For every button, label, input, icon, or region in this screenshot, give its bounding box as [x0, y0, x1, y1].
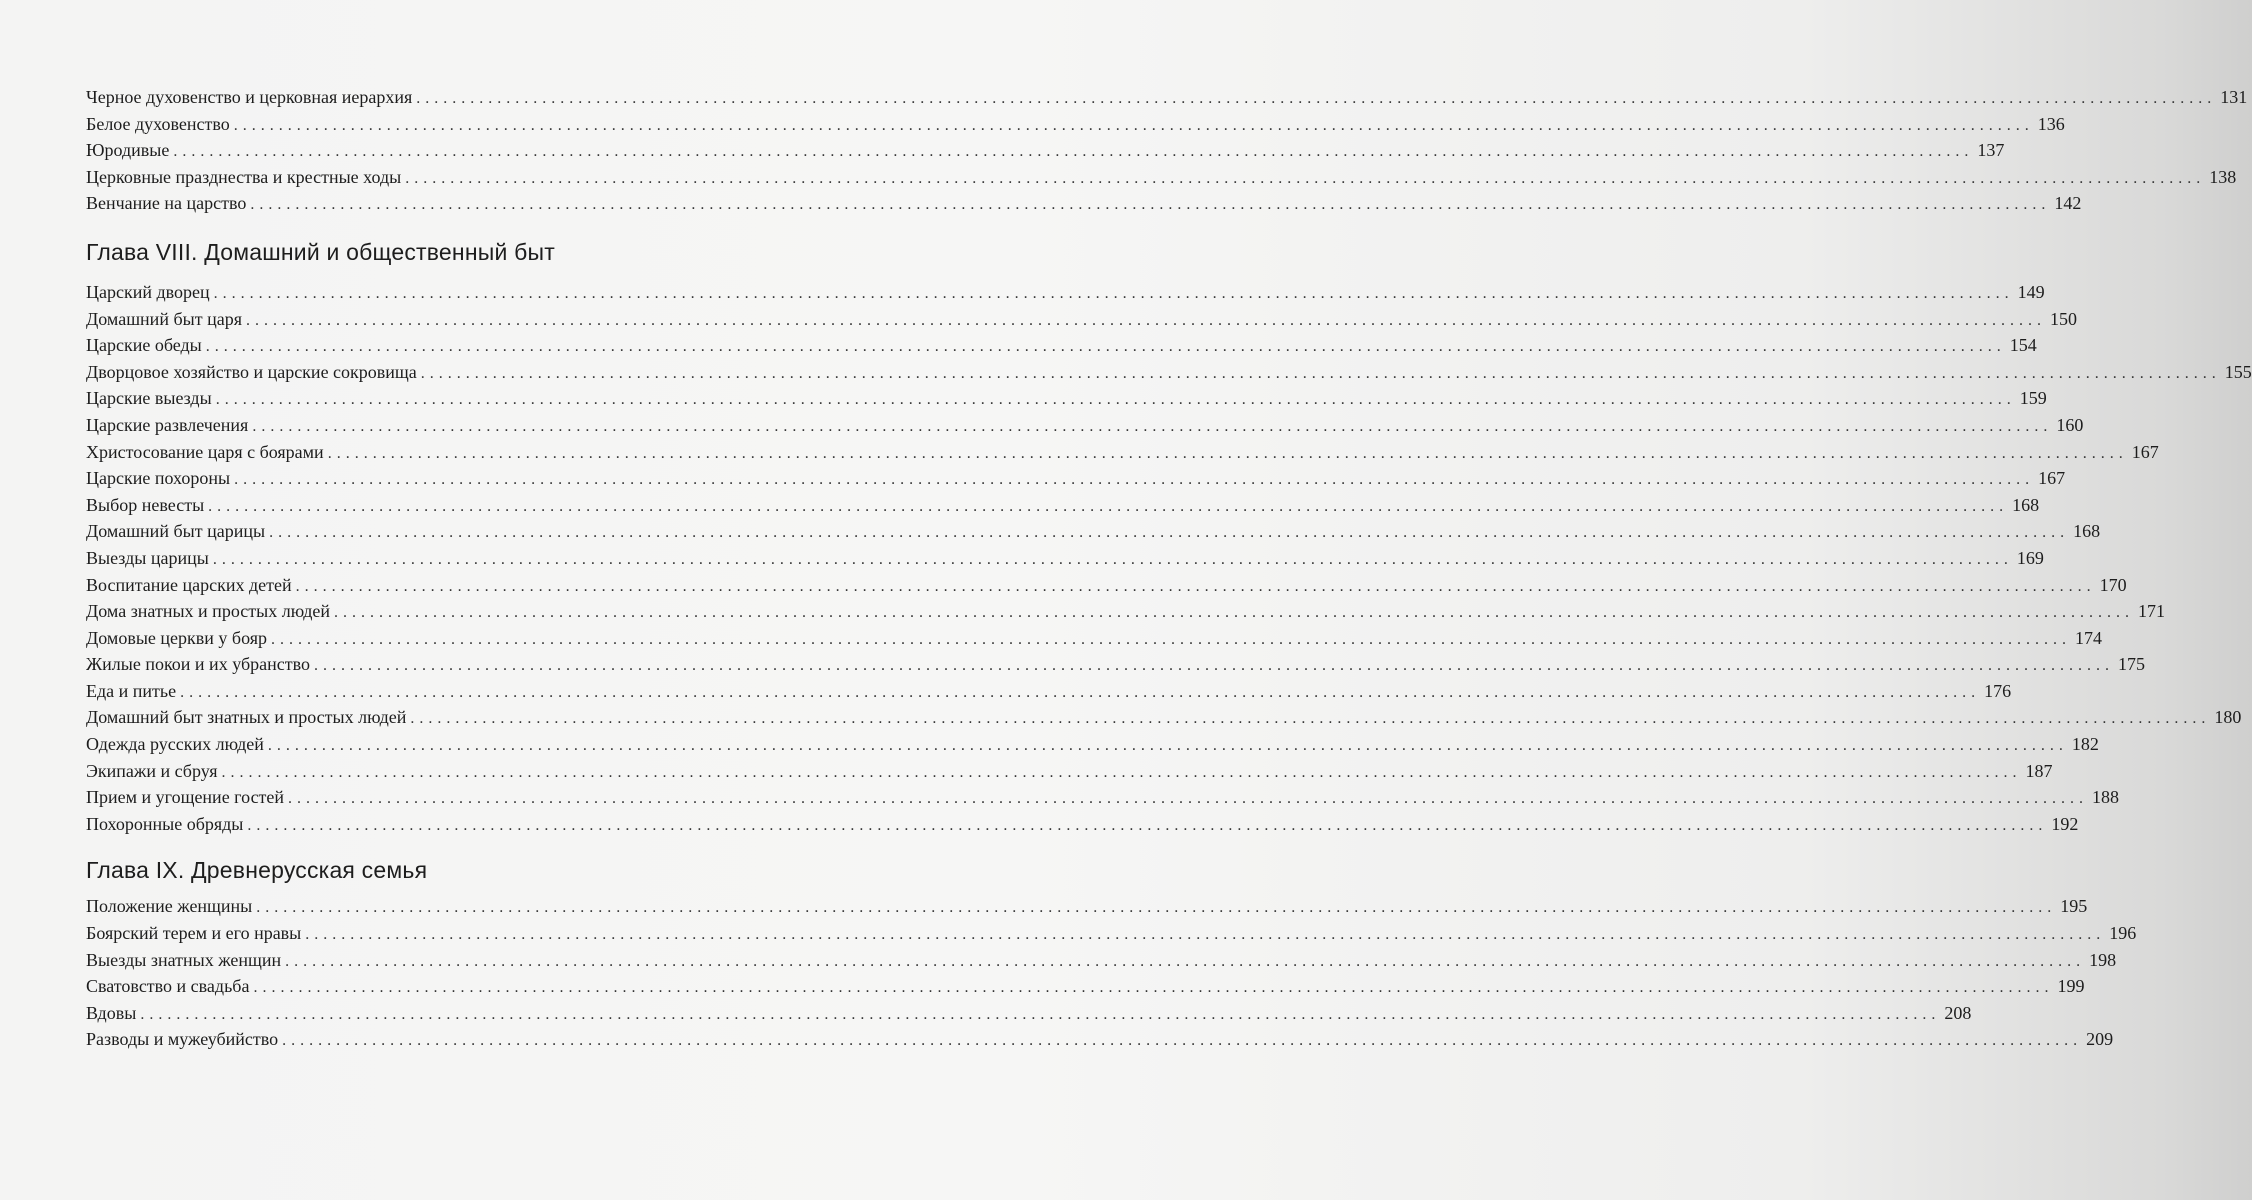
toc-entry-title: Домовые церкви у бояр	[86, 627, 268, 648]
toc-entry-title: Дворцовое хозяйство и царские сокровища	[86, 361, 417, 382]
dot-leader: ........................................................................................................................................................................................................	[256, 899, 2057, 917]
toc-entry-page-number: 160	[2056, 414, 2084, 435]
toc-entry	[86, 111, 2065, 138]
toc-entry-title: Положение женщины	[86, 896, 253, 917]
toc-entry-title: Царские выезды	[86, 388, 212, 409]
toc-entry	[86, 306, 2077, 333]
dot-leader: ........................................................................................................................................................................................................	[253, 979, 2054, 997]
toc-entry-page-number: 198	[2089, 949, 2117, 970]
toc-entry-title: Еда и питье	[86, 680, 177, 701]
toc-entry-title: Царский дворец	[86, 281, 210, 302]
toc-entry-page-number: 175	[2117, 654, 2145, 675]
toc-entry-page-number: 199	[2057, 976, 2085, 997]
dot-leader: ........................................................................................................................................................................................................	[233, 116, 2034, 134]
dot-leader: ........................................................................................................................................................................................................	[288, 790, 2089, 808]
toc-entry-page-number: 150	[2049, 308, 2077, 329]
toc-entry-title: Юродивые	[86, 140, 170, 161]
toc-entry	[86, 572, 2127, 599]
toc-section-continuation	[86, 84, 2248, 217]
dot-leader: ........................................................................................................................................................................................................	[334, 604, 2135, 622]
toc-entry	[86, 137, 2005, 164]
toc-entry-title: Христосование царя с боярами	[86, 441, 324, 462]
toc-entry-page-number: 154	[2009, 335, 2037, 356]
dot-leader: ........................................................................................................................................................................................................	[205, 338, 2006, 356]
toc-entry-list	[86, 893, 2137, 1053]
toc-entry-page-number: 167	[2038, 468, 2066, 489]
dot-leader: ........................................................................................................................................................................................................	[285, 952, 2086, 970]
dot-leader: ........................................................................................................................................................................................................	[140, 1005, 1941, 1023]
toc-entry	[86, 1000, 1972, 1027]
toc-entry	[86, 164, 2237, 191]
dot-leader: ........................................................................................................................................................................................................	[245, 311, 2046, 329]
toc-entry-page-number: 171	[2138, 601, 2166, 622]
dot-leader: ........................................................................................................................................................................................................	[410, 710, 2211, 728]
dot-leader: ........................................................................................................................................................................................................	[327, 444, 2128, 462]
toc-entry-title: Прием и угощение гостей	[86, 787, 285, 808]
toc-entry-page-number: 187	[2025, 760, 2053, 781]
toc-entry	[86, 279, 2045, 306]
toc-entry	[86, 465, 2066, 492]
toc-entry-page-number: 142	[2054, 193, 2082, 214]
dot-leader: ........................................................................................................................................................................................................	[250, 196, 2051, 214]
toc-section-chapter-9	[86, 855, 2137, 1053]
toc-entry-title: Жилые покои и их убранство	[86, 654, 310, 675]
dot-leader: ........................................................................................................................................................................................................	[271, 630, 2072, 648]
toc-entry	[86, 359, 2252, 386]
toc-entry-title: Выбор невесты	[86, 494, 205, 515]
toc-entry-page-number: 174	[2075, 627, 2103, 648]
toc-entry	[86, 439, 2159, 466]
dot-leader: ........................................................................................................................................................................................................	[405, 169, 2206, 187]
dot-leader: ........................................................................................................................................................................................................	[282, 1032, 2083, 1050]
toc-entry-title: Дома знатных и простых людей	[86, 601, 331, 622]
dot-leader: ........................................................................................................................................................................................................	[295, 577, 2096, 595]
toc-entry-page-number: 170	[2099, 574, 2127, 595]
toc-entry-title: Выезды знатных женщин	[86, 949, 282, 970]
toc-entry-page-number: 195	[2060, 896, 2088, 917]
toc-entry	[86, 385, 2047, 412]
toc-entry	[86, 651, 2145, 678]
toc-entry-title: Домашний быт царя	[86, 308, 242, 329]
dot-leader: ........................................................................................................................................................................................................	[269, 524, 2070, 542]
toc-entry-page-number: 182	[2071, 734, 2099, 755]
toc-entry-title: Выезды царицы	[86, 547, 209, 568]
toc-entry	[86, 731, 2099, 758]
toc-entry	[86, 704, 2242, 731]
toc-entry	[86, 412, 2084, 439]
toc-entry-title: Воспитание царских детей	[86, 574, 292, 595]
toc-entry-title: Одежда русских людей	[86, 734, 264, 755]
chapter-9-heading: Глава IX. Древнерусская семья	[86, 857, 428, 884]
toc-entry-title: Царские обеды	[86, 335, 202, 356]
dot-leader: ........................................................................................................................................................................................................	[416, 90, 2217, 107]
toc-entry-title: Венчание на царство	[86, 193, 247, 214]
toc-entry-page-number: 131	[2220, 87, 2248, 107]
toc-entry-title: Царские похороны	[86, 468, 231, 489]
toc-entry-page-number: 168	[2012, 494, 2040, 515]
dot-leader: ........................................................................................................................................................................................................	[215, 391, 2016, 409]
toc-entry-page-number: 138	[2209, 166, 2237, 187]
toc-entry	[86, 625, 2103, 652]
toc-entry-page-number: 196	[2109, 923, 2137, 944]
toc-entry-title: Церковные празднества и крестные ходы	[86, 166, 402, 187]
toc-entry	[86, 947, 2117, 974]
toc-entry-page-number: 176	[1984, 680, 2012, 701]
toc-entry-title: Сватовство и свадьба	[86, 976, 250, 997]
toc-entry-page-number: 168	[2073, 521, 2101, 542]
toc-entry-title: Домашний быт знатных и простых людей	[86, 707, 407, 728]
dot-leader: ........................................................................................................................................................................................................	[313, 657, 2114, 675]
toc-entry	[86, 492, 2040, 519]
toc-entry-title: Царские развлечения	[86, 414, 249, 435]
toc-entry-page-number: 208	[1944, 1002, 1972, 1023]
toc-entry-title: Похоронные обряды	[86, 813, 244, 834]
chapter-8-heading: Глава VIII. Домашний и общественный быт	[86, 238, 555, 265]
toc-entry-page-number: 159	[2019, 388, 2047, 409]
dot-leader: ........................................................................................................................................................................................................	[208, 497, 2009, 515]
toc-entry	[86, 920, 2137, 947]
toc-entry	[86, 84, 2248, 111]
toc-entry	[86, 678, 2012, 705]
toc-entry-title: Разводы и мужеубийство	[86, 1029, 279, 1050]
toc-entry	[86, 598, 2166, 625]
toc-entry	[86, 1026, 2114, 1053]
toc-entry-title: Белое духовенство	[86, 113, 230, 134]
dot-leader: ........................................................................................................................................................................................................	[247, 816, 2048, 834]
toc-entry	[86, 811, 2079, 838]
dot-leader: ........................................................................................................................................................................................................	[221, 763, 2022, 781]
toc-entry-page-number: 137	[1977, 140, 2005, 161]
toc-entry-page-number: 209	[2086, 1029, 2114, 1050]
toc-entry-list	[86, 279, 2252, 837]
toc-entry-page-number: 188	[2092, 787, 2120, 808]
toc-section-chapter-8	[86, 237, 2252, 837]
toc-entry-title: Черное духовенство и церковная иерархия	[86, 87, 413, 107]
dot-leader: ........................................................................................................................................................................................................	[267, 737, 2068, 755]
toc-entry-title: Боярский терем и его нравы	[86, 923, 302, 944]
dot-leader: ........................................................................................................................................................................................................	[180, 683, 1981, 701]
toc-entry	[86, 758, 2053, 785]
dot-leader: ........................................................................................................................................................................................................	[213, 284, 2014, 302]
dot-leader: ........................................................................................................................................................................................................	[234, 471, 2035, 489]
toc-entry	[86, 332, 2037, 359]
toc-entry	[86, 784, 2120, 811]
toc-entry	[86, 893, 2088, 920]
toc-entry-page-number: 155	[2224, 361, 2252, 382]
toc-entry-title: Домашний быт царицы	[86, 521, 266, 542]
dot-leader: ........................................................................................................................................................................................................	[420, 364, 2221, 382]
toc-entry	[86, 190, 2082, 217]
toc-entry-page-number: 169	[2016, 547, 2044, 568]
toc-entry-page-number: 180	[2214, 707, 2242, 728]
toc-entry-list	[86, 84, 2248, 217]
toc-entry	[86, 973, 2085, 1000]
table-of-contents	[86, 84, 2252, 1053]
toc-entry	[86, 545, 2044, 572]
toc-entry-page-number: 167	[2131, 441, 2159, 462]
toc-entry-title: Вдовы	[86, 1002, 137, 1023]
toc-entry	[86, 518, 2101, 545]
dot-leader: ........................................................................................................................................................................................................	[252, 417, 2053, 435]
toc-entry-page-number: 192	[2051, 813, 2079, 834]
dot-leader: ........................................................................................................................................................................................................	[212, 550, 2013, 568]
dot-leader: ........................................................................................................................................................................................................	[173, 143, 1974, 161]
toc-entry-page-number: 149	[2017, 281, 2045, 302]
toc-entry-page-number: 136	[2037, 113, 2065, 134]
toc-entry-title: Экипажи и сбруя	[86, 760, 218, 781]
dot-leader: ........................................................................................................................................................................................................	[305, 926, 2106, 944]
